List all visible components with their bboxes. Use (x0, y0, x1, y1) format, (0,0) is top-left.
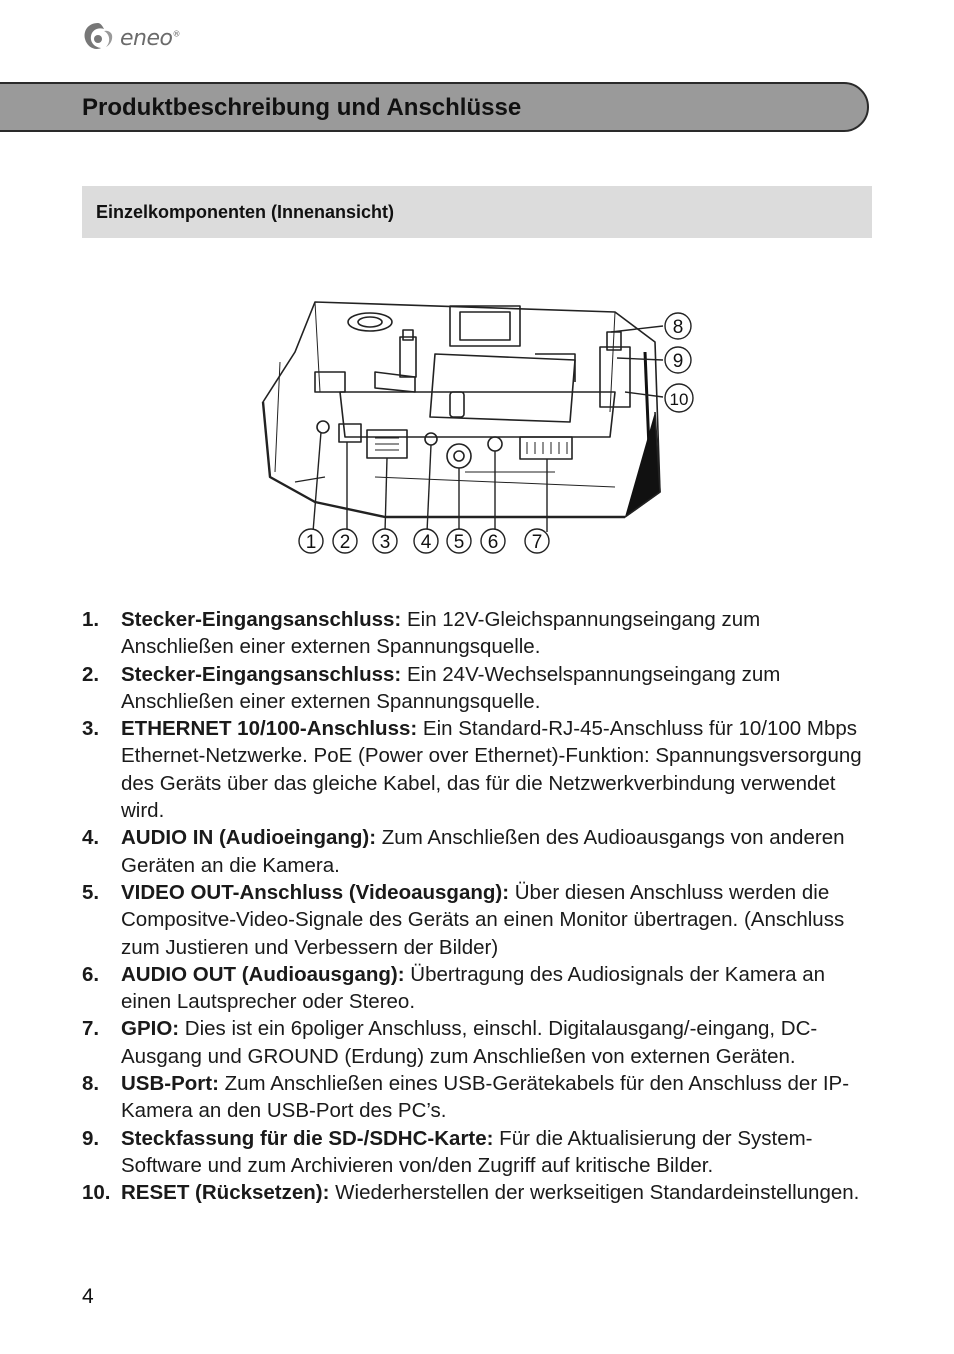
callout-10 (665, 384, 693, 412)
callout-5 (447, 529, 471, 553)
item-number: 2. (82, 662, 100, 686)
item-text: Ein Standard-RJ-45-Anschluss für 10/100 Mbps Ethernet-Netzwerke. PoE (Power over Ethernet)-Funktion: Spannungsversorgung des Geräts über das gleiche Kabel, das für die Netzwerkverbindung verwendet wird. (121, 717, 862, 823)
item-number: 9. (82, 1126, 100, 1150)
item-label: Steckfassung für die SD-/SDHC-Karte: (121, 1126, 494, 1150)
list-item (82, 824, 874, 879)
logo-text: eneo (120, 25, 173, 51)
eneo-logo (80, 18, 180, 58)
item-label: GPIO: (121, 1017, 180, 1041)
callout-1 (299, 529, 323, 553)
callout-7 (525, 529, 549, 553)
camera-housing (263, 302, 660, 517)
list-item (82, 961, 874, 1016)
callout-label-4: 4 (420, 532, 432, 553)
item-text: Übertragung des Audiosignals der Kamera an einen Lautsprecher oder Stereo. (121, 962, 826, 1014)
callout-label-5: 5 (453, 532, 465, 553)
subsection-header (82, 186, 872, 238)
item-number: 6. (82, 962, 100, 986)
item-text: Ein 24V-Wechselspannungseingang zum Anschließen einer externen Spannungsquelle. (121, 662, 781, 713)
item-number: 10. (82, 1181, 111, 1205)
item-text: Zum Anschließen des Audioausgangs von anderen Geräten an die Kamera. (121, 826, 845, 877)
callout-label-8: 8 (672, 317, 684, 338)
item-number: 8. (82, 1072, 100, 1096)
item-number: 1. (82, 608, 100, 631)
callout-9 (665, 347, 691, 373)
item-label: VIDEO OUT-Anschluss (Videoausgang): (121, 880, 510, 904)
item-label: USB-Port: (121, 1072, 219, 1096)
item-label: AUDIO IN (Audioeingang): (121, 826, 377, 850)
item-label: RESET (Rücksetzen): (121, 1181, 330, 1205)
list-item (82, 606, 874, 661)
item-text: Wiederherstellen der werkseitigen Standardeinstellungen. (329, 1181, 860, 1205)
callout-label-1: 1 (305, 532, 317, 553)
item-text: Zum Anschließen eines USB-Gerätekabels für den Anschluss der IP-Kamera an den USB-Port des PC’s. (121, 1072, 850, 1123)
list-item (82, 1125, 874, 1180)
item-text: Für die Aktualisierung der System-Software und zum Archivieren von/den Zugriff auf kritische Bilder. (121, 1126, 813, 1177)
item-label: Stecker-Eingangsanschluss: (121, 608, 402, 631)
callout-label-9: 9 (672, 351, 684, 372)
logo-registered-mark: ® (172, 29, 180, 39)
item-label: ETHERNET 10/100-Anschluss: (121, 717, 418, 741)
item-number: 3. (82, 717, 100, 741)
subsection-title: Einzelkomponenten (Innenansicht) (96, 201, 395, 222)
callout-label-7: 7 (531, 532, 543, 553)
list-item (82, 1070, 874, 1125)
callout-label-3: 3 (379, 532, 391, 553)
list-item (82, 661, 874, 716)
callout-4 (414, 529, 438, 553)
callout-8 (665, 313, 691, 339)
camera-interior-diagram (255, 292, 715, 562)
item-text: Über diesen Anschluss werden die Compositve-Video-Signale des Geräts an einen Monitor übertragen. (Anschluss zum Justieren und Verbessern der Bilder) (121, 880, 845, 959)
item-number: 4. (82, 826, 100, 850)
callout-2 (333, 529, 357, 553)
item-label: Stecker-Eingangsanschluss: (121, 662, 402, 686)
item-number: 7. (82, 1017, 100, 1041)
list-item (82, 715, 874, 824)
item-label: AUDIO OUT (Audioausgang): (121, 962, 405, 986)
item-text: Ein 12V-Gleichspannungseingang zum Anschließen einer externen Spannungsquelle. (121, 608, 761, 659)
callout-label-2: 2 (339, 532, 351, 553)
item-number: 5. (82, 880, 100, 904)
page-title: Produktbeschreibung und Anschlüsse (82, 94, 522, 121)
list-item (82, 879, 874, 961)
callout-label-10: 10 (669, 390, 689, 409)
callout-6 (481, 529, 505, 553)
callout-label-6: 6 (487, 532, 499, 553)
callout-3 (373, 529, 397, 553)
list-item (82, 1015, 874, 1070)
eneo-swirl-icon (80, 20, 116, 56)
component-list (82, 606, 874, 1207)
list-item (82, 1179, 874, 1206)
item-text: Dies ist ein 6poliger Anschluss, einschl. Digitalausgang/-eingang, DC-Ausgang und GROUND (Erdung) zum Anschließen von externen Geräten. (121, 1017, 818, 1068)
page-number: 4 (82, 1285, 94, 1308)
